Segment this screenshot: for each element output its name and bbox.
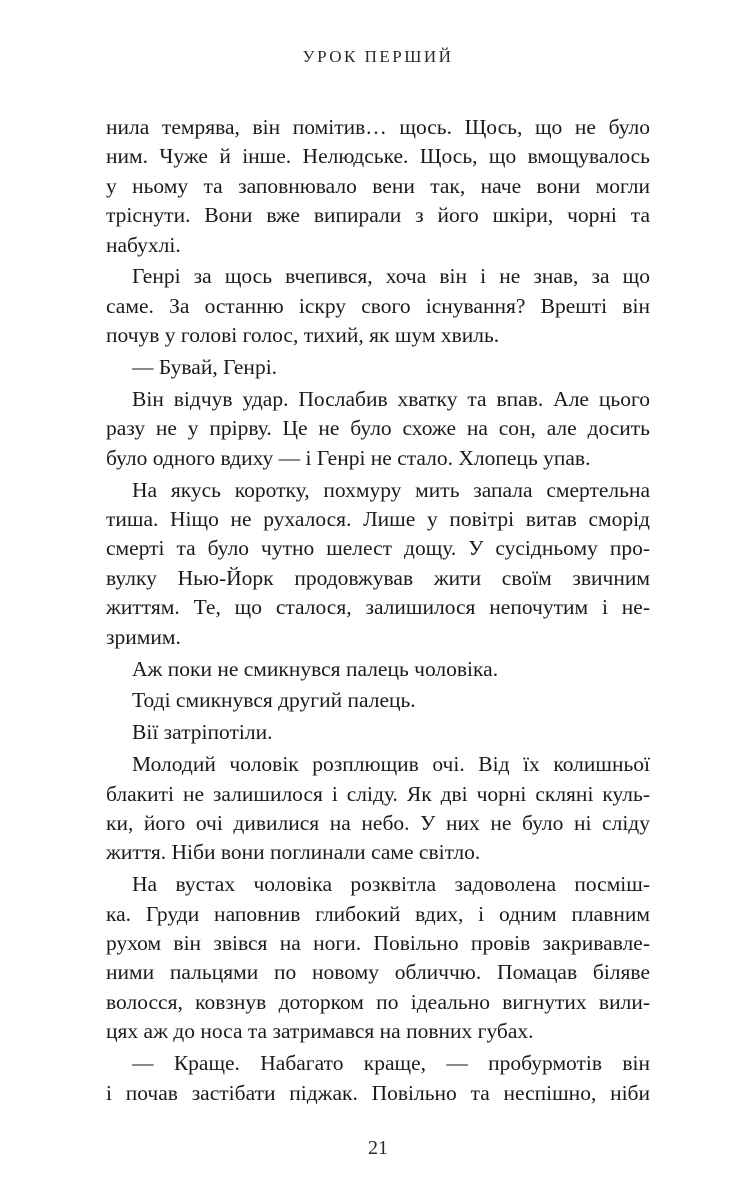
text-line: Вії затріпотіли. [132, 720, 273, 745]
text-line: і почав застібати піджак. Повільно та неспішно, ніби [106, 1080, 650, 1105]
body-text [106, 113, 650, 1108]
text-line: — Краще. Набагато краще, — пробурмотів він [132, 1051, 650, 1076]
text-line: цях аж до носа та затримався на повних губах. [106, 1019, 534, 1044]
text-line: Молодий чоловік розплющив очі. Від їх колишньої [132, 752, 650, 777]
text-line: набухлі. [106, 232, 181, 257]
text-line: — Бувай, Генрі. [132, 355, 278, 380]
text-line: На вустах чоловіка розквітла задоволена посміш- [132, 872, 650, 897]
running-head: УРОК ПЕРШИЙ [302, 47, 454, 66]
text-line: саме. За останню іскру свого існування? Врешті він [106, 293, 650, 318]
text-line: вулку Нью-Йорк продовжував жити своїм звичним [106, 565, 650, 590]
text-line: життя. Ніби вони поглинали саме світло. [106, 840, 481, 865]
text-line: почув у голові голос, тихий, як шум хвиль. [106, 323, 500, 348]
text-line: Аж поки не смикнувся палець чоловіка. [132, 656, 499, 681]
text-line: Генрі за щось вчепився, хоча він і не знав, за що [132, 264, 650, 289]
text-line: було одного вдиху — і Генрі не стало. Хлопець упав. [106, 445, 591, 470]
text-line: разу не у прірву. Це не було схоже на сон, але досить [106, 416, 650, 441]
page-number: 21 [368, 1137, 388, 1159]
text-line: Тоді смикнувся другий палець. [132, 688, 416, 713]
text-line: ка. Груди наповнив глибокий вдих, і одним плавним [106, 901, 650, 926]
text-line: ки, його очі дивилися на небо. У них не було ні сліду [106, 810, 650, 835]
text-line: ними пальцями по новому обличчю. Помацав біляве [106, 960, 650, 985]
text-line: рухом він звівся на ноги. Повільно провів закривавле- [106, 931, 650, 956]
text-line: нила темрява, він помітив… щось. Щось, що не було [106, 115, 650, 139]
text-line: смерті та було чутно шелест дощу. У сусідньому про- [106, 536, 650, 561]
text-line: блакиті не залишилося і сліду. Як дві чорні скляні куль- [106, 781, 650, 806]
text-line: ним. Чуже й інше. Нелюдське. Щось, що вмощувалось [106, 144, 650, 169]
text-line: Він відчув удар. Послабив хватку та впав. Але цього [132, 387, 650, 412]
text-line: зримим. [106, 624, 181, 649]
text-line: у ньому та заповнювало вени так, наче вони могли [106, 173, 650, 198]
text-line: На якусь коротку, похмуру мить запала смертельна [132, 477, 650, 502]
text-line: тиша. Ніщо не рухалося. Лише у повітрі витав сморід [106, 507, 650, 532]
text-line: життям. Те, що сталося, залишилося непочутим і не- [106, 595, 650, 620]
text-line: волосся, ковзнув доторком по ідеально вигнутих вили- [106, 989, 650, 1014]
text-line: тріснути. Вони вже випирали з його шкіри, чорні та [106, 203, 650, 228]
